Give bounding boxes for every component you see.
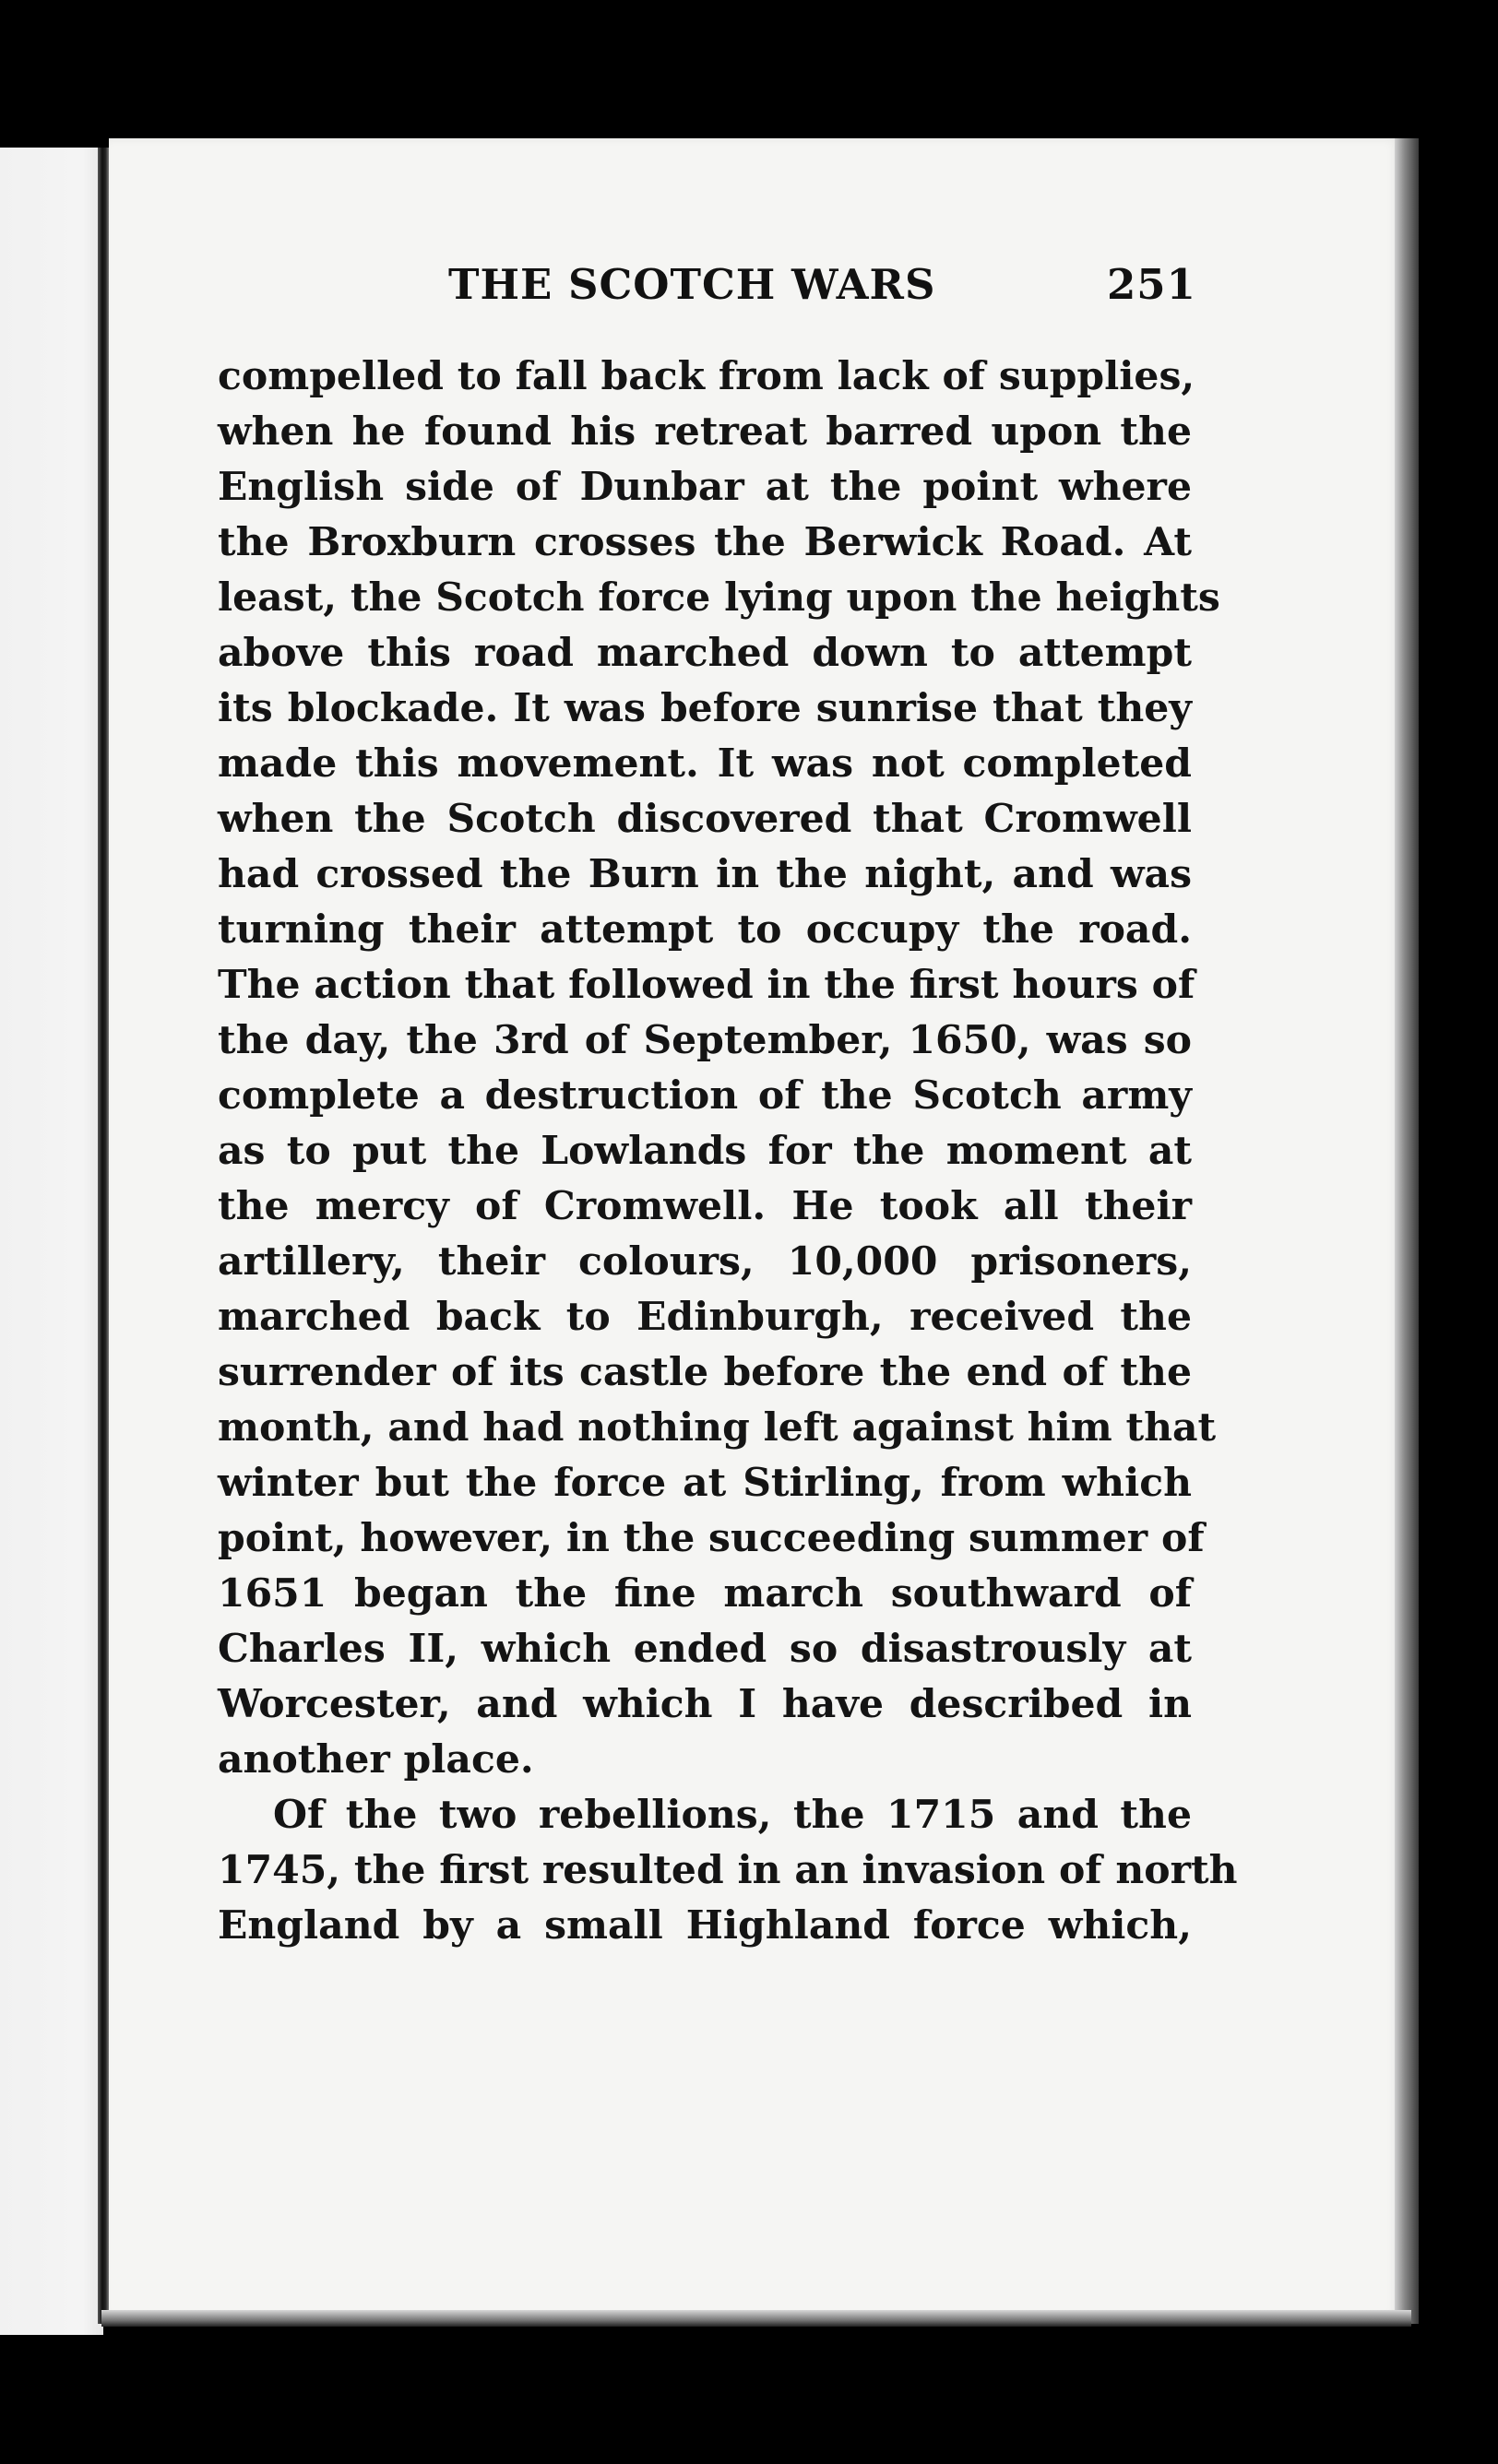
- text-line: England by a small Highland force which,: [218, 1902, 1192, 1949]
- text-line: least, the Scotch force lying upon the heights: [218, 575, 1220, 621]
- text-line: 1651 began the fine march southward of: [218, 1570, 1192, 1617]
- running-head-title: THE SCOTCH WARS: [448, 260, 936, 309]
- body-text: [218, 349, 1238, 1953]
- text-line: made this movement. It was not completed: [218, 740, 1192, 787]
- text-line: had crossed the Burn in the night, and was: [218, 851, 1192, 897]
- text-line: its blockade. It was before sunrise that they: [218, 685, 1192, 731]
- text-line: when he found his retreat barred upon the: [218, 409, 1192, 455]
- text-line: the mercy of Cromwell. He took all their: [218, 1183, 1192, 1229]
- running-head: [0, 260, 1498, 325]
- text-line: when the Scotch discovered that Cromwell: [218, 796, 1192, 842]
- page-fore-edge-shadow: [1395, 138, 1419, 2324]
- text-line: artillery, their colours, 10,000 prisoners,: [218, 1238, 1192, 1285]
- text-line: the day, the 3rd of September, 1650, was so: [218, 1017, 1192, 1063]
- text-line: as to put the Lowlands for the moment at: [218, 1128, 1192, 1174]
- left-page-edge: [0, 148, 103, 2335]
- paragraph-first-line: Of the two rebellions, the 1715 and the: [273, 1792, 1192, 1838]
- text-line: complete a destruction of the Scotch army: [218, 1072, 1192, 1119]
- text-line: 1745, the first resulted in an invasion of north: [218, 1847, 1238, 1893]
- book-gutter: [98, 148, 109, 2324]
- text-line: Worcester, and which I have described in: [218, 1681, 1192, 1727]
- text-line: surrender of its castle before the end of the: [218, 1349, 1192, 1395]
- text-line: winter but the force at Stirling, from which: [218, 1460, 1192, 1506]
- text-line: The action that followed in the first hours of: [218, 962, 1195, 1008]
- text-line: point, however, in the succeeding summer of: [218, 1515, 1205, 1561]
- text-line: turning their attempt to occupy the road.: [218, 906, 1192, 953]
- text-line: Charles II, which ended so disastrously at: [218, 1626, 1192, 1672]
- text-line: the Broxburn crosses the Berwick Road. At: [218, 519, 1192, 565]
- text-line: compelled to fall back from lack of supplies,: [218, 353, 1195, 399]
- text-line: above this road marched down to attempt: [218, 630, 1192, 676]
- page-bottom-edge: [101, 2310, 1411, 2327]
- text-line: marched back to Edinburgh, received the: [218, 1294, 1192, 1340]
- paragraph-last-line: another place.: [218, 1736, 534, 1783]
- text-line: English side of Dunbar at the point where: [218, 464, 1192, 510]
- page-number: 251: [1107, 260, 1196, 309]
- text-line: month, and had nothing left against him that: [218, 1404, 1217, 1451]
